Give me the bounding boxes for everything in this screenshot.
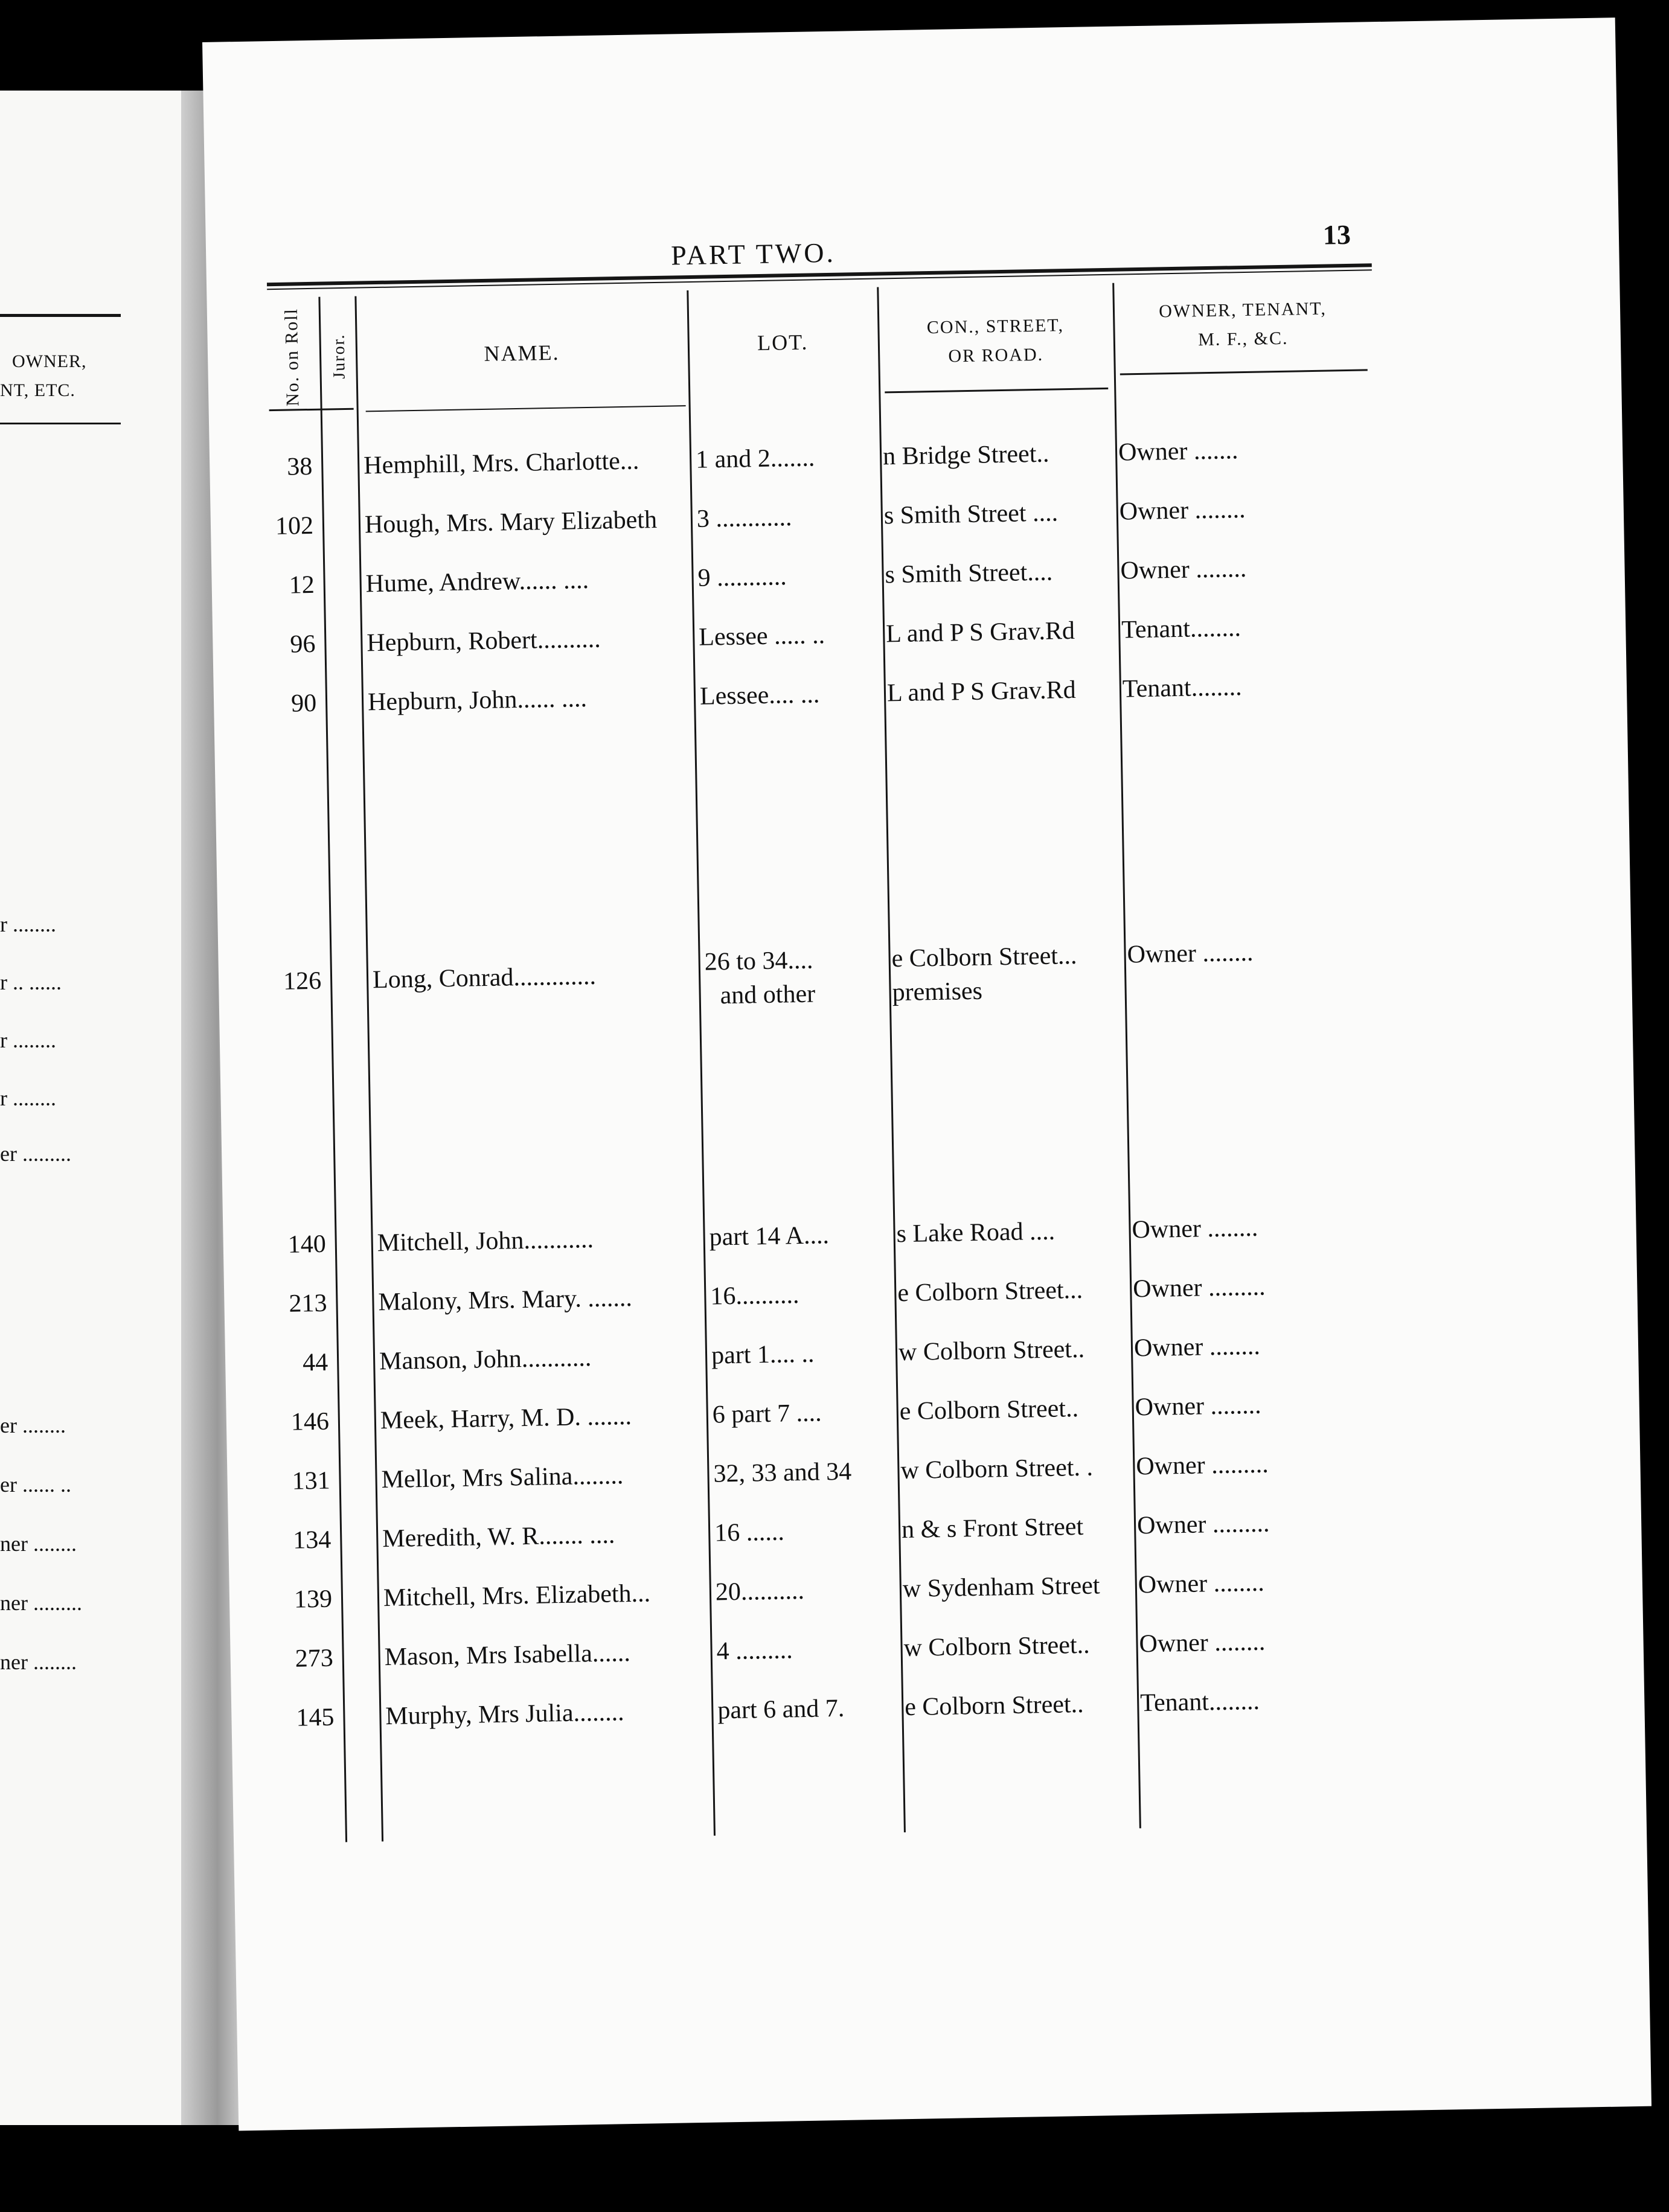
lot-cell: 1 and 2....... bbox=[695, 444, 815, 474]
lot-cell: 32, 33 and 34 bbox=[713, 1457, 852, 1488]
left-fragment: ner ........ bbox=[0, 1650, 77, 1674]
street-cell-line2: premises bbox=[892, 977, 983, 1007]
name-cell: Mason, Mrs Isabella...... bbox=[384, 1639, 631, 1672]
left-page-rule bbox=[0, 314, 121, 317]
section-title: PART TWO. bbox=[670, 237, 836, 271]
lot-cell: part 14 A.... bbox=[709, 1221, 830, 1251]
name-cell: Malony, Mrs. Mary. ....... bbox=[378, 1283, 633, 1317]
header-underline bbox=[1120, 369, 1368, 375]
name-cell: Murphy, Mrs Julia........ bbox=[385, 1698, 624, 1731]
roll-number: 102 bbox=[275, 511, 314, 541]
roll-number: 273 bbox=[295, 1644, 334, 1673]
street-cell: e Colborn Street... bbox=[897, 1276, 1083, 1308]
street-cell: e Colborn Street.. bbox=[904, 1690, 1084, 1722]
name-cell: Hemphill, Mrs. Charlotte... bbox=[363, 447, 639, 480]
left-page-edge bbox=[0, 91, 181, 2125]
left-fragment: er ...... .. bbox=[0, 1472, 71, 1497]
left-fragment: r ........ bbox=[0, 1028, 56, 1052]
lot-cell: 26 to 34.... bbox=[704, 946, 813, 976]
lot-cell: 16.......... bbox=[710, 1281, 799, 1311]
name-cell: Long, Conrad............. bbox=[372, 962, 597, 994]
header-owner-tenant-1: OWNER, TENANT, bbox=[1158, 298, 1327, 322]
page-number: 13 bbox=[1322, 219, 1351, 251]
status-cell: Owner ........ bbox=[1120, 554, 1247, 585]
header-name: NAME. bbox=[484, 340, 560, 366]
street-cell: w Colborn Street.. bbox=[903, 1631, 1090, 1663]
status-cell: Owner ........ bbox=[1138, 1568, 1264, 1599]
name-cell: Manson, John........... bbox=[379, 1344, 592, 1376]
name-cell: Mitchell, John........... bbox=[377, 1225, 594, 1258]
street-cell: s Smith Street .... bbox=[883, 499, 1059, 530]
street-cell: n & s Front Street bbox=[901, 1512, 1084, 1544]
status-cell: Tenant........ bbox=[1139, 1687, 1260, 1718]
left-header-line2: NT, ETC. bbox=[0, 380, 75, 400]
name-cell: Mellor, Mrs Salina........ bbox=[381, 1462, 624, 1494]
name-cell: Mitchell, Mrs. Elizabeth... bbox=[383, 1579, 651, 1613]
roll-number: 96 bbox=[290, 630, 316, 659]
name-cell: Hough, Mrs. Mary Elizabeth bbox=[364, 505, 658, 539]
lot-cell: 16 ...... bbox=[714, 1518, 785, 1547]
street-cell: s Smith Street.... bbox=[885, 558, 1053, 589]
header-owner-tenant-2: M. F., &C. bbox=[1197, 328, 1289, 350]
lot-cell: part 1.... .. bbox=[711, 1340, 815, 1370]
roll-number: 134 bbox=[292, 1526, 332, 1555]
left-fragment: r .. ...... bbox=[0, 970, 62, 994]
status-cell: Owner ......... bbox=[1136, 1509, 1270, 1540]
name-cell: Hepburn, John...... .... bbox=[367, 685, 588, 717]
status-cell: Owner ......... bbox=[1132, 1273, 1266, 1303]
left-fragment: er ........ bbox=[0, 1413, 66, 1437]
street-cell: e Colborn Street.. bbox=[899, 1395, 1079, 1426]
name-cell: Hepburn, Robert.......... bbox=[367, 625, 601, 657]
roll-number: 44 bbox=[302, 1348, 328, 1377]
status-cell: Owner ........ bbox=[1119, 495, 1246, 526]
header-con-street-1: CON., STREET, bbox=[926, 315, 1065, 338]
lot-cell: 4 ......... bbox=[716, 1636, 793, 1666]
street-cell: w Colborn Street.. bbox=[898, 1335, 1085, 1367]
roll-number: 90 bbox=[290, 689, 317, 718]
lot-cell: 20.......... bbox=[715, 1576, 805, 1606]
status-cell: Owner ....... bbox=[1118, 436, 1238, 467]
street-cell: w Sydenham Street bbox=[902, 1571, 1100, 1603]
header-underline bbox=[885, 388, 1108, 393]
header-underline bbox=[366, 405, 686, 412]
lot-cell: Lessee.... ... bbox=[699, 680, 820, 711]
roll-number: 213 bbox=[289, 1289, 327, 1318]
street-cell: L and P S Grav.Rd bbox=[886, 676, 1077, 708]
lot-cell: part 6 and 7. bbox=[717, 1694, 845, 1725]
roll-number: 126 bbox=[283, 967, 322, 996]
roll-number: 146 bbox=[290, 1407, 330, 1436]
lot-cell: Lessee ..... .. bbox=[698, 621, 825, 651]
lot-cell-line2: and other bbox=[720, 980, 816, 1010]
left-header-line1: OWNER, bbox=[12, 351, 87, 371]
name-cell: Hume, Andrew...... .... bbox=[365, 566, 589, 598]
lot-cell: 6 part 7 .... bbox=[712, 1399, 822, 1429]
roll-number: 139 bbox=[293, 1585, 333, 1614]
status-cell: Owner ........ bbox=[1127, 938, 1254, 969]
street-cell: w Colborn Street. . bbox=[900, 1453, 1094, 1485]
roll-number: 140 bbox=[287, 1230, 327, 1259]
status-cell: Owner ........ bbox=[1139, 1628, 1266, 1658]
left-fragment: r ........ bbox=[0, 1086, 56, 1110]
status-cell: Owner ........ bbox=[1135, 1391, 1261, 1422]
left-fragment: ner ......... bbox=[0, 1591, 82, 1615]
lot-cell: 3 ............ bbox=[696, 503, 792, 533]
roll-number: 145 bbox=[296, 1703, 335, 1732]
status-cell: Owner ........ bbox=[1132, 1213, 1258, 1244]
street-cell: L and P S Grav.Rd bbox=[885, 616, 1075, 648]
status-cell: Owner ........ bbox=[1133, 1332, 1261, 1363]
left-page-rule bbox=[0, 423, 121, 424]
left-fragment: r ........ bbox=[0, 912, 56, 936]
document-page bbox=[202, 18, 1651, 2130]
street-cell: s Lake Road .... bbox=[896, 1217, 1056, 1248]
roll-number: 131 bbox=[292, 1466, 331, 1495]
header-juror: Juror. bbox=[329, 333, 349, 379]
left-fragment: ner ........ bbox=[0, 1532, 77, 1556]
roll-number: 12 bbox=[289, 571, 315, 599]
left-fragment: er ......... bbox=[0, 1142, 71, 1166]
name-cell: Meek, Harry, M. D. ....... bbox=[380, 1402, 632, 1435]
status-cell: Tenant........ bbox=[1121, 614, 1241, 644]
name-cell: Meredith, W. R....... .... bbox=[382, 1521, 615, 1553]
street-cell: n Bridge Street.. bbox=[882, 440, 1049, 471]
header-con-street-2: OR ROAD. bbox=[948, 344, 1044, 366]
street-cell: e Colborn Street... bbox=[891, 941, 1077, 973]
status-cell: Owner ......... bbox=[1136, 1450, 1269, 1481]
lot-cell: 9 ........... bbox=[697, 563, 787, 592]
roll-number: 38 bbox=[286, 452, 313, 481]
status-cell: Tenant........ bbox=[1122, 673, 1242, 703]
header-no-on-roll: No. on Roll bbox=[281, 307, 303, 407]
header-lot: LOT. bbox=[757, 330, 809, 356]
